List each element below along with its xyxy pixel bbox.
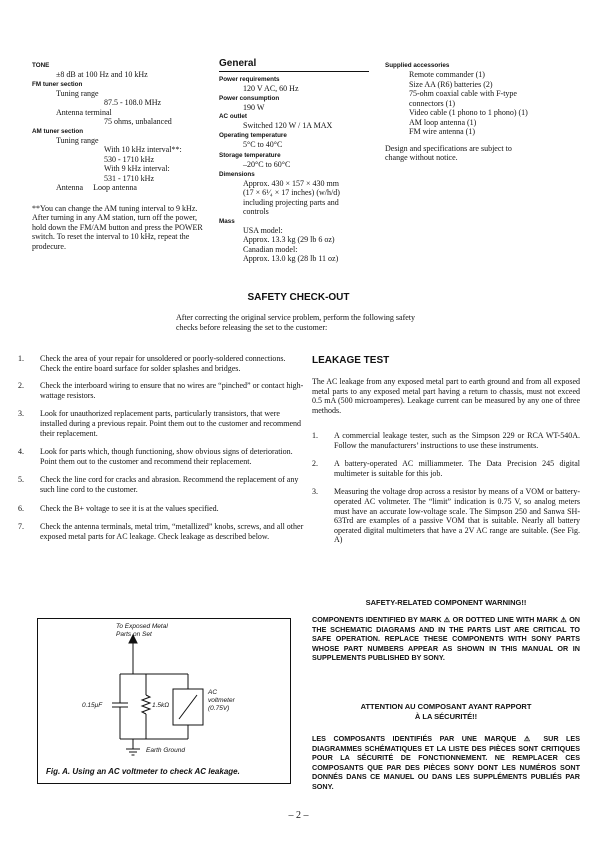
tone-heading: TONE [32,62,50,69]
warning-en-body: COMPONENTS IDENTIFIED BY MARK ⚠ OR DOTTED LINE WITH MARK ⚠ ON THE SCHEMATIC DIAGRAMS AND IN THE PARTS LIST ARE CRITICAL TO SAFE OPERATION. REPLACE THESE COMPONENTS WITH SONY PARTS WHOSE PART NUMBERS APPEAR AS SHOWN IN THIS MANUAL OR IN SUPPLEMENTS PUBLISHED BY SONY. [312,615,580,663]
dimensions-heading: Dimensions [219,170,255,178]
ac-outlet-heading: AC outlet [219,113,247,120]
list-item: 6. Check the B+ voltage to see it is at the values specified. [18,503,219,513]
list-item: 4. Look for parts which, though functioning, show obvious signs of deterioration. Point them out to the customer and recommend their replacement. [18,447,293,466]
mass-heading: Mass [219,217,235,225]
figure-a-box [37,618,291,784]
am-antenna-value: Loop antenna [93,183,137,192]
list-item: 3. Look for unauthorized replacement parts, particularly transistors, that were installed during a previous repair. Point them out to the customer and recommend their replacement. [18,409,302,438]
figure-label-top: To Exposed Metal Parts on Set [116,623,168,638]
figure-capacitor-label: 0.15μF [82,702,103,709]
figure-caption: Fig. A. Using an AC voltmeter to check AC leakage. [46,767,240,776]
specs-accessories-column [385,61,570,163]
list-item: 7. Check the antenna terminals, metal trim, “metallized” knobs, screws, and all other exposed metal parts for AC leakage. Check leakage as described below. [18,522,304,541]
am-heading: AM tuner section [32,127,84,135]
fm-antenna-value: 75 ohms, unbalanced [104,117,172,126]
accessories-heading: Supplied accessories [385,62,450,69]
list-item: 2. A battery-operated AC milliammeter. The Data Precision 245 digital multimeter is suitable for this job. [312,459,580,478]
design-note-line-2: change without notice. [385,153,458,162]
dimensions-line-2: (17 × 6¹⁄₄ × 17 inches) (w/h/d) [243,188,340,197]
tone-value: ±8 dB at 100 Hz and 10 kHz [56,70,148,79]
accessory-item: Remote commander (1) [409,70,485,79]
list-item: 3. Measuring the voltage drop across a resistor by means of a VOM or battery-operated AC voltmeter. The “limit” indication is 0.75 V, so analog meters must have an accurate low-voltage scale. The Simpson 250 and Sanwa SH-63Trd are examples of a passive VOM that is suitable. Nearly all battery operated digital multimeters that have a 2V AC range are suitable. (See Fig. A) [312,487,580,545]
dimensions-line-1: Approx. 430 × 157 × 430 mm [243,178,339,188]
leakage-list [308,431,580,552]
am-range-9: 531 - 1710 kHz [104,173,154,183]
am-range-10: 530 - 1710 kHz [104,154,154,164]
accessory-item: AM loop antenna (1) [409,117,477,127]
warning-fr-body: LES COMPOSANTS IDENTIFIÉS PAR UNE MARQUE ⚠ SUR LES DIAGRAMMES SCHÉMATIQUES ET LA LISTE DES PIÈCES SONT CRITIQUES POUR LA SÉCURITÉ DE FONCTIONNEMENT. NE REMPLACER CES COMPOSANTS QUE PAR DES PIÈCES SONY DONT LES NUMÉROS SONT DONNÉS DANS CE MANUEL OU DANS LES SUPPLÉMENTS PUBLIÉS PAR SONY. [312,734,580,791]
fm-tuning-label: Tuning range [56,88,99,98]
accessory-item: 75-ohm coaxial cable with F-type [409,89,517,98]
figure-ground-label: Earth Ground [146,747,186,754]
leakage-title: LEAKAGE TEST [312,355,390,366]
figure-meter-label: AC voltmeter (0.75V) [208,689,235,712]
page-number: – 2 – [288,810,309,821]
power-cons-heading: Power consumption [219,94,280,102]
list-item: 2. Check the interboard wiring to ensure that no wires are “pinched” or contact high-wattage resistors. [18,381,304,400]
accessory-item: Size AA (R6) batteries (2) [409,79,493,89]
accessory-item: FM wire antenna (1) [409,127,475,136]
list-item: 1. A commercial leakage tester, such as the Simpson 229 or RCA WT-540A. Follow the manufacturers’ instructions to use these instruments. [312,431,580,450]
storage-heading: Storage temperature [219,152,281,159]
specs-general-column [219,58,369,264]
warning-en-title: SAFETY-RELATED COMPONENT WARNING!! [365,598,527,607]
design-note-line-1: Design and specifications are subject to [385,143,512,153]
specs-left-column [32,61,202,251]
power-req-value: 120 V AC, 60 Hz [243,84,299,93]
am-interval-note: **You can change the AM tuning interval to 9 kHz. After turning in any AM station, turn off the power, hold down the FM/AM button and press the POWER switch. To reset the interval to 10 kHz, repeat the prodecure. [32,203,203,251]
mass-canada-label: Canadian model: [243,244,298,254]
accessory-item: connectors (1) [409,98,455,108]
am-tuning-label: Tuning range [56,135,99,145]
figure-resistor-label: 1.5kΩ [152,702,170,709]
am-antenna-row [32,183,202,193]
am-interval-10: With 10 kHz interval**: [104,145,182,154]
safety-list [14,354,306,548]
list-item: 5. Check the line cord for cracks and abrasion. Recommend the replacement of any such line cord to the customer. [18,475,299,494]
mass-canada-value: Approx. 13.0 kg (28 lb 11 oz) [243,254,339,263]
dimensions-line-4: controls [243,207,269,216]
mass-usa-value: Approx. 13.3 kg (29 lb 6 oz) [243,235,335,244]
dimensions-line-3: including projecting parts and [243,197,339,207]
leakage-intro: The AC leakage from any exposed metal part to earth ground and from all exposed metal parts to any exposed metal part having a return to chassis, must not exceed 0.5 mA (500 microamperes). Leakage current can be measured by any one of three methods. [312,377,580,415]
fm-heading: FM tuner section [32,80,83,88]
accessory-item: Video cable (1 phono to 1 phono) (1) [409,108,528,117]
op-temp-value: 5°C to 40°C [243,139,283,149]
safety-intro: After correcting the original service problem, perform the following safety checks before releasing the set to the customer: [176,313,416,332]
warning-fr-title: ATTENTION AU COMPOSANT AYANT RAPPORT À LA SÉCURITÉ!! [360,702,532,721]
list-item: 1. Check the area of your repair for unsoldered or poorly-soldered connections. Check the entire board surface for solder splashes and bridges. [18,354,286,373]
safety-title: SAFETY CHECK-OUT [247,292,350,303]
am-antenna-label: Antenna [56,183,84,192]
mass-usa-label: USA model: [243,225,283,235]
storage-value: –20°C to 60°C [243,160,291,169]
fm-tuning-value: 87.5 - 108.0 MHz [104,98,162,107]
general-title: General [219,58,257,69]
fm-antenna-label: Antenna terminal [56,107,112,117]
op-temp-heading: Operating temperature [219,131,287,139]
power-req-heading: Power requirements [219,76,280,83]
power-cons-value: 190 W [243,102,265,112]
am-interval-9: With 9 kHz interval: [104,164,170,173]
leakage-circuit-diagram [38,619,290,783]
ac-outlet-value: Switched 120 W / 1A MAX [243,121,333,130]
general-rule [219,71,369,72]
